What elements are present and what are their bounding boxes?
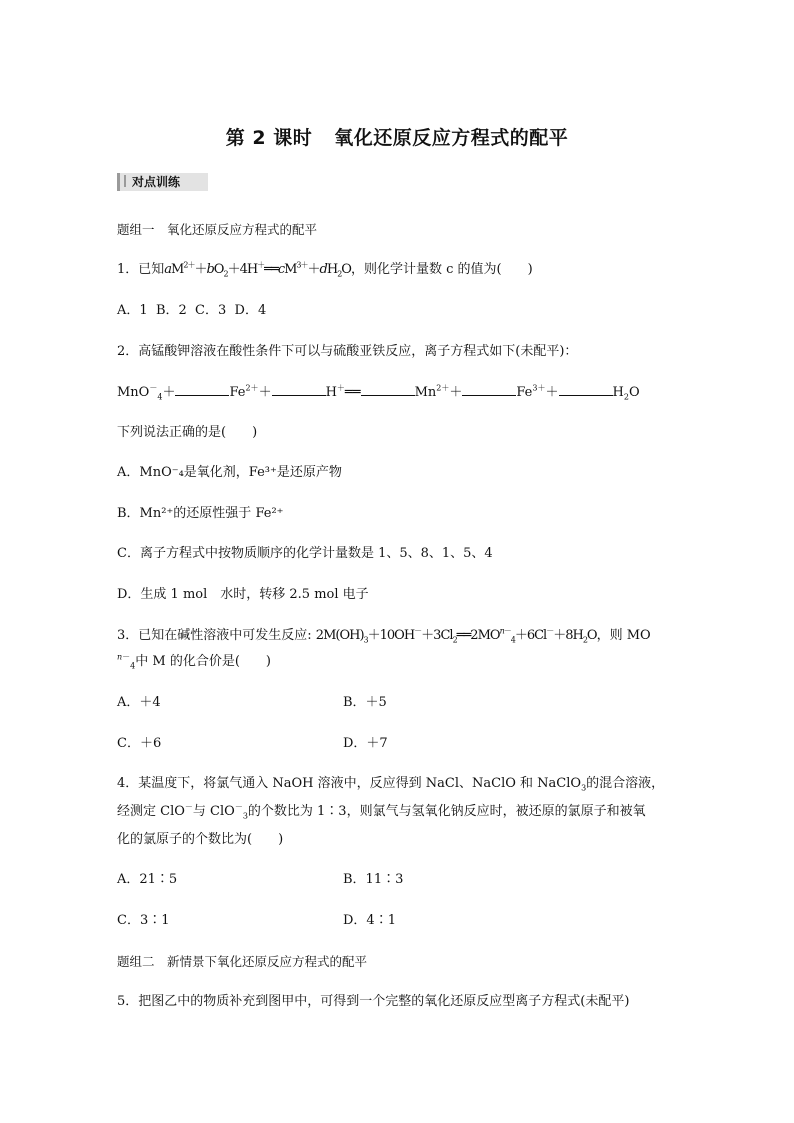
question-5-stem: 5．把图乙中的物质补充到图甲中，可得到一个完整的氧化还原反应型离子方程式(未配平) [117, 994, 630, 1009]
question-4-line2: 经测定 ClO－与 ClO－$_3$的个数比为 1∶3，则氯气与氢氧化钠反应时，被还原的氯原子和被氧 [117, 802, 646, 821]
q2-option-c: C．离子方程式中按物质顺序的化学计量数是 1、5、8、1、5、4 [117, 546, 493, 561]
q4-option-b: B．11∶3 [343, 872, 404, 887]
blank-mn[interactable] [361, 383, 415, 396]
question-4-line1: 4．某温度下，将氯气通入 NaOH 溶液中，反应得到 NaCl、NaClO 和 NaClO$_3$的混合溶液， [117, 776, 665, 793]
question-3-stem-line2: $^{n-}_4$中 M 的化合价是( ) [117, 652, 271, 671]
question-2-prompt: 下列说法正确的是( ) [117, 425, 258, 440]
q4-option-c: C．3∶1 [117, 913, 170, 928]
q3-option-b: B．＋5 [343, 695, 387, 710]
question-4-options-row1 [117, 871, 682, 889]
q2-equation: $MnO^-_4+ Fe^{2+}+$ H＋══ $Mn^{2+}+ Fe^{3+}+ H_2O$ [117, 383, 640, 402]
q2-option-d: D．生成 1 mol 水时，转移 2.5 mol 电子 [117, 587, 369, 602]
q2-option-b: B．Mn²⁺的还原性强于 Fe²⁺ [117, 506, 284, 521]
tag-bar-icon [124, 175, 126, 187]
lesson-number: 第 2 课时 [225, 127, 313, 149]
group-heading-1: 题组一 氧化还原反应方程式的配平 [117, 222, 318, 237]
blank-fe[interactable] [175, 383, 229, 396]
blank-h[interactable] [272, 383, 326, 396]
group-heading-2: 题组二 新情景下氧化还原反应方程式的配平 [117, 954, 368, 969]
question-3-options-row1 [117, 694, 682, 712]
section-tag-label: 对点训练 [132, 175, 181, 189]
question-4-options-row2 [117, 912, 682, 930]
question-3-stem: 3．已知在碱性溶液中可发生反应: $2M(OH)_3+10OH^-+3Cl_2══2MO^{n-}_4+6Cl^-+8H_2O$，则 MO [117, 626, 651, 645]
q3-equation: $2M(OH)_3+10OH^-+3Cl_2══2MO^{n-}_4+6Cl^-+8H_2O$ [315, 626, 597, 645]
q2-option-a: A．MnO⁻₄是氧化剂，Fe³⁺是还原产物 [117, 465, 342, 480]
q3-option-a: A．＋4 [117, 695, 161, 710]
q1-equation: $aM^{2+}+bO_2+4H^+══cM^{3+}+dH_2O$ [164, 260, 351, 279]
section-tag [117, 173, 208, 191]
question-1-options: A．1 B．2 C．3 D．4 [117, 303, 267, 318]
q3-option-c: C．＋6 [117, 736, 162, 751]
q4-option-d: D．4∶1 [343, 913, 396, 928]
q3-option-d: D．＋7 [343, 736, 388, 751]
question-3-options-row2 [117, 735, 682, 753]
lesson-topic: 氧化还原反应方程式的配平 [334, 127, 569, 149]
blank-fe3[interactable] [462, 383, 516, 396]
question-1-stem: 1．已知$aM^{2+}+bO_2+4H^+══cM^{3+}+dH_2O$，则化学计量数 c 的值为( ) [117, 260, 533, 279]
blank-h2o[interactable] [559, 383, 613, 396]
q4-option-a: A．21∶5 [117, 872, 178, 887]
page-title [0, 123, 794, 150]
question-4-line3: 化的氯原子的个数比为( ) [117, 832, 284, 847]
question-2-stem: 2．高锰酸钾溶液在酸性条件下可以与硫酸亚铁反应，离子方程式如下(未配平)： [117, 344, 578, 359]
